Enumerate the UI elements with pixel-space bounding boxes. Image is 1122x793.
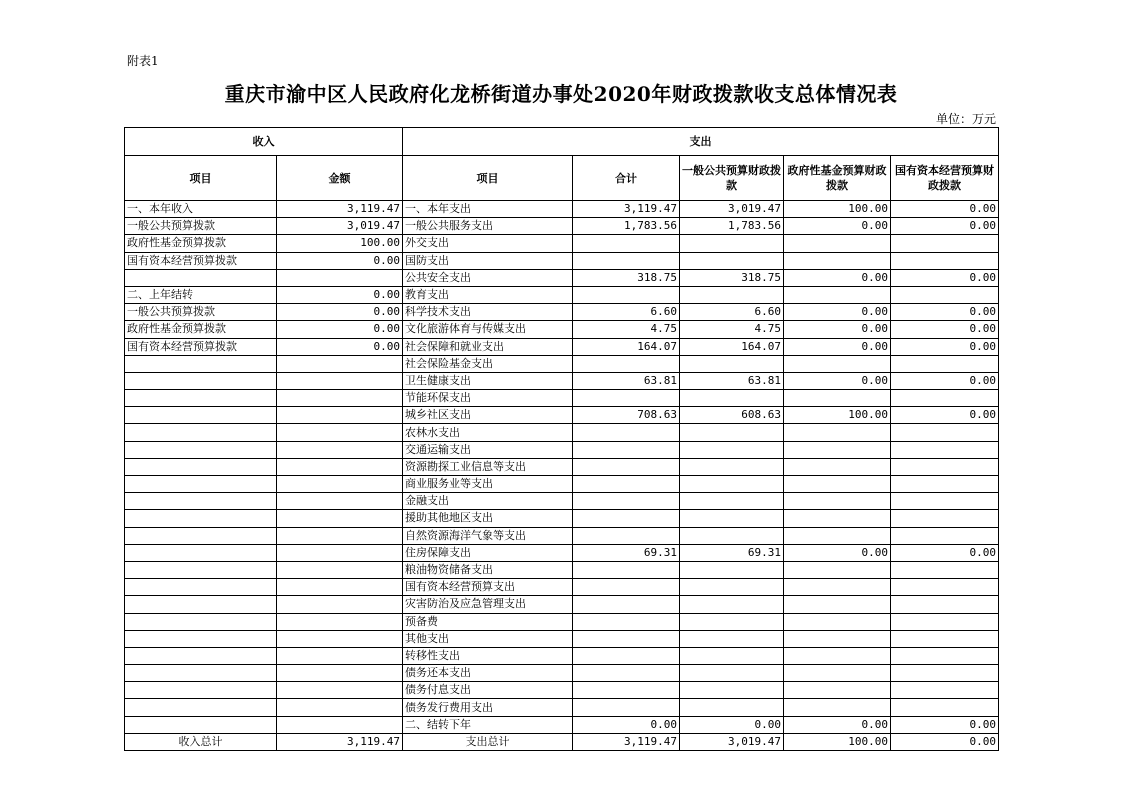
state-capital-cell xyxy=(891,527,999,544)
state-capital-cell xyxy=(891,647,999,664)
state-capital-cell: 0.00 xyxy=(891,201,999,218)
unit-label: 单位：万元 xyxy=(935,112,996,126)
total-cell xyxy=(573,647,680,664)
table-row xyxy=(125,716,999,733)
total-cell xyxy=(573,596,680,613)
income-item-cell xyxy=(125,390,277,407)
general-budget-cell: 0.00 xyxy=(680,716,784,733)
expense-item-cell: 一、本年支出 xyxy=(403,201,573,218)
income-amount-cell xyxy=(277,424,403,441)
general-budget-cell xyxy=(680,355,784,372)
state-capital-cell xyxy=(891,458,999,475)
table-row xyxy=(125,544,999,561)
income-amount-cell xyxy=(277,544,403,561)
income-item-cell: 一、本年收入 xyxy=(125,201,277,218)
general-budget-header: 一般公共预算财政拨款 xyxy=(680,156,784,201)
income-item-cell xyxy=(125,355,277,372)
table-row xyxy=(125,201,999,218)
income-item-cell xyxy=(125,372,277,389)
expense-item-cell: 商业服务业等支出 xyxy=(403,476,573,493)
expense-item-cell: 教育支出 xyxy=(403,286,573,303)
general-total-amount: 3,019.47 xyxy=(680,733,784,750)
table-row xyxy=(125,390,999,407)
state-capital-cell xyxy=(891,441,999,458)
expense-item-cell: 农林水支出 xyxy=(403,424,573,441)
total-cell xyxy=(573,682,680,699)
fund-budget-cell xyxy=(784,441,891,458)
income-item-cell: 国有资本经营预算拨款 xyxy=(125,338,277,355)
expense-item-cell: 自然资源海洋气象等支出 xyxy=(403,527,573,544)
total-cell xyxy=(573,665,680,682)
fund-budget-cell xyxy=(784,665,891,682)
total-cell xyxy=(573,424,680,441)
income-amount-cell xyxy=(277,665,403,682)
table-row xyxy=(125,338,999,355)
table-row xyxy=(125,699,999,716)
attachment-label: 附表1 xyxy=(127,54,159,68)
income-amount-cell xyxy=(277,510,403,527)
income-amount-cell: 0.00 xyxy=(277,321,403,338)
total-cell xyxy=(573,286,680,303)
income-item-cell xyxy=(125,716,277,733)
income-item-cell: 一般公共预算拨款 xyxy=(125,218,277,235)
expense-item-cell: 公共安全支出 xyxy=(403,269,573,286)
expense-item-cell: 交通运输支出 xyxy=(403,441,573,458)
expense-item-cell: 文化旅游体育与传媒支出 xyxy=(403,321,573,338)
total-cell xyxy=(573,510,680,527)
income-amount-cell xyxy=(277,493,403,510)
general-budget-cell: 4.75 xyxy=(680,321,784,338)
fund-budget-cell xyxy=(784,579,891,596)
income-amount-cell xyxy=(277,699,403,716)
fund-budget-cell xyxy=(784,561,891,578)
state-capital-cell: 0.00 xyxy=(891,321,999,338)
income-amount-cell xyxy=(277,441,403,458)
fund-budget-cell: 0.00 xyxy=(784,269,891,286)
state-capital-cell xyxy=(891,286,999,303)
income-amount-cell xyxy=(277,561,403,578)
fund-total-amount: 100.00 xyxy=(784,733,891,750)
fund-budget-cell xyxy=(784,510,891,527)
table-row xyxy=(125,304,999,321)
income-amount-cell: 0.00 xyxy=(277,304,403,321)
state-capital-cell: 0.00 xyxy=(891,407,999,424)
fund-budget-cell: 0.00 xyxy=(784,544,891,561)
general-budget-cell xyxy=(680,390,784,407)
general-budget-cell: 69.31 xyxy=(680,544,784,561)
state-capital-cell xyxy=(891,252,999,269)
table-row xyxy=(125,476,999,493)
total-cell: 708.63 xyxy=(573,407,680,424)
fund-budget-cell xyxy=(784,252,891,269)
total-cell xyxy=(573,441,680,458)
table-row xyxy=(125,252,999,269)
income-amount-cell: 100.00 xyxy=(277,235,403,252)
expense-item-cell: 债务发行费用支出 xyxy=(403,699,573,716)
general-budget-cell xyxy=(680,647,784,664)
state-capital-cell xyxy=(891,699,999,716)
income-item-cell xyxy=(125,424,277,441)
expense-item-cell: 城乡社区支出 xyxy=(403,407,573,424)
income-item-cell xyxy=(125,561,277,578)
general-budget-cell: 164.07 xyxy=(680,338,784,355)
fund-budget-cell xyxy=(784,613,891,630)
state-capital-cell xyxy=(891,424,999,441)
expense-item-cell: 国防支出 xyxy=(403,252,573,269)
income-amount-cell xyxy=(277,579,403,596)
income-item-cell: 政府性基金预算拨款 xyxy=(125,321,277,338)
table-row xyxy=(125,321,999,338)
income-item-cell xyxy=(125,493,277,510)
fund-budget-cell xyxy=(784,527,891,544)
fund-budget-cell xyxy=(784,286,891,303)
general-budget-cell xyxy=(680,424,784,441)
income-item-cell: 政府性基金预算拨款 xyxy=(125,235,277,252)
total-cell: 63.81 xyxy=(573,372,680,389)
general-budget-cell: 3,019.47 xyxy=(680,201,784,218)
expense-item-cell: 灾害防治及应急管理支出 xyxy=(403,596,573,613)
income-amount-cell: 0.00 xyxy=(277,286,403,303)
expense-item-cell: 转移性支出 xyxy=(403,647,573,664)
total-cell xyxy=(573,476,680,493)
fund-budget-cell: 0.00 xyxy=(784,218,891,235)
total-cell xyxy=(573,458,680,475)
expense-item-cell: 节能环保支出 xyxy=(403,390,573,407)
fund-budget-cell xyxy=(784,424,891,441)
income-item-header: 项目 xyxy=(125,156,277,201)
fund-budget-cell: 0.00 xyxy=(784,304,891,321)
total-cell: 6.60 xyxy=(573,304,680,321)
general-budget-cell xyxy=(680,561,784,578)
table-row xyxy=(125,613,999,630)
income-item-cell xyxy=(125,665,277,682)
income-amount-cell xyxy=(277,630,403,647)
income-item-cell xyxy=(125,596,277,613)
income-amount-cell xyxy=(277,527,403,544)
income-amount-cell xyxy=(277,355,403,372)
state-capital-cell xyxy=(891,493,999,510)
total-cell: 164.07 xyxy=(573,338,680,355)
state-capital-cell xyxy=(891,390,999,407)
fund-budget-cell: 100.00 xyxy=(784,407,891,424)
fund-budget-cell xyxy=(784,699,891,716)
income-header: 收入 xyxy=(125,128,403,156)
fund-budget-cell: 0.00 xyxy=(784,321,891,338)
state-capital-cell xyxy=(891,355,999,372)
expense-item-cell: 二、结转下年 xyxy=(403,716,573,733)
table-row xyxy=(125,235,999,252)
income-amount-cell xyxy=(277,269,403,286)
income-item-cell xyxy=(125,510,277,527)
state-capital-cell xyxy=(891,561,999,578)
table-row xyxy=(125,579,999,596)
fund-budget-cell xyxy=(784,476,891,493)
state-capital-cell: 0.00 xyxy=(891,544,999,561)
income-amount-cell xyxy=(277,682,403,699)
income-item-cell: 国有资本经营预算拨款 xyxy=(125,252,277,269)
state-capital-cell: 0.00 xyxy=(891,269,999,286)
total-cell: 3,119.47 xyxy=(573,201,680,218)
fund-budget-cell xyxy=(784,493,891,510)
income-item-cell xyxy=(125,269,277,286)
total-cell xyxy=(573,493,680,510)
income-amount-header: 金额 xyxy=(277,156,403,201)
expense-item-cell: 援助其他地区支出 xyxy=(403,510,573,527)
total-cell: 69.31 xyxy=(573,544,680,561)
fund-budget-cell xyxy=(784,235,891,252)
income-total-label: 收入总计 xyxy=(125,733,277,750)
header-row-1 xyxy=(125,128,999,156)
general-budget-cell xyxy=(680,493,784,510)
table-row xyxy=(125,372,999,389)
total-cell xyxy=(573,630,680,647)
fund-budget-header: 政府性基金预算财政拨款 xyxy=(784,156,891,201)
income-amount-cell xyxy=(277,596,403,613)
state-capital-cell xyxy=(891,235,999,252)
general-budget-cell xyxy=(680,476,784,493)
general-budget-cell xyxy=(680,235,784,252)
fund-budget-cell xyxy=(784,458,891,475)
income-item-cell xyxy=(125,699,277,716)
state-capital-cell xyxy=(891,476,999,493)
state-capital-cell: 0.00 xyxy=(891,304,999,321)
totals-row xyxy=(125,733,999,750)
income-item-cell xyxy=(125,407,277,424)
general-budget-cell xyxy=(680,699,784,716)
general-budget-cell xyxy=(680,682,784,699)
general-budget-cell xyxy=(680,596,784,613)
table-row xyxy=(125,493,999,510)
income-item-cell xyxy=(125,647,277,664)
table-row xyxy=(125,510,999,527)
table-row xyxy=(125,441,999,458)
income-amount-cell xyxy=(277,390,403,407)
general-budget-cell xyxy=(680,510,784,527)
total-cell: 1,783.56 xyxy=(573,218,680,235)
expense-item-cell: 社会保障和就业支出 xyxy=(403,338,573,355)
expense-item-cell: 资源勘探工业信息等支出 xyxy=(403,458,573,475)
total-cell xyxy=(573,561,680,578)
table-row xyxy=(125,596,999,613)
expense-item-cell: 一般公共服务支出 xyxy=(403,218,573,235)
total-cell xyxy=(573,527,680,544)
income-amount-cell xyxy=(277,458,403,475)
table-row xyxy=(125,407,999,424)
total-cell xyxy=(573,235,680,252)
state-capital-cell: 0.00 xyxy=(891,338,999,355)
expense-item-cell: 债务付息支出 xyxy=(403,682,573,699)
fund-budget-cell: 0.00 xyxy=(784,372,891,389)
fund-budget-cell xyxy=(784,630,891,647)
table-row xyxy=(125,286,999,303)
state-capital-cell xyxy=(891,510,999,527)
expense-item-cell: 社会保险基金支出 xyxy=(403,355,573,372)
income-item-cell: 二、上年结转 xyxy=(125,286,277,303)
income-amount-cell xyxy=(277,647,403,664)
income-item-cell xyxy=(125,544,277,561)
general-budget-cell xyxy=(680,286,784,303)
state-capital-cell: 0.00 xyxy=(891,716,999,733)
total-cell xyxy=(573,390,680,407)
state-total-amount: 0.00 xyxy=(891,733,999,750)
income-item-cell xyxy=(125,441,277,458)
expense-header: 支出 xyxy=(403,128,999,156)
income-amount-cell xyxy=(277,716,403,733)
income-item-cell xyxy=(125,579,277,596)
expense-total-amount: 3,119.47 xyxy=(573,733,680,750)
total-cell xyxy=(573,252,680,269)
income-item-cell xyxy=(125,476,277,493)
fund-budget-cell: 100.00 xyxy=(784,201,891,218)
budget-table xyxy=(124,127,999,751)
general-budget-cell xyxy=(680,665,784,682)
fund-budget-cell xyxy=(784,647,891,664)
total-cell xyxy=(573,613,680,630)
expense-item-cell: 粮油物资储备支出 xyxy=(403,561,573,578)
table-row xyxy=(125,682,999,699)
total-cell xyxy=(573,355,680,372)
income-item-cell xyxy=(125,682,277,699)
table-row xyxy=(125,647,999,664)
table-row xyxy=(125,630,999,647)
table-row xyxy=(125,458,999,475)
general-budget-cell xyxy=(680,252,784,269)
income-total-amount: 3,119.47 xyxy=(277,733,403,750)
general-budget-cell xyxy=(680,613,784,630)
expense-item-header: 项目 xyxy=(403,156,573,201)
table-row xyxy=(125,665,999,682)
fund-budget-cell: 0.00 xyxy=(784,716,891,733)
expense-item-cell: 债务还本支出 xyxy=(403,665,573,682)
expense-item-cell: 国有资本经营预算支出 xyxy=(403,579,573,596)
table-row xyxy=(125,561,999,578)
general-budget-cell xyxy=(680,579,784,596)
expense-item-cell: 卫生健康支出 xyxy=(403,372,573,389)
total-cell xyxy=(573,699,680,716)
general-budget-cell xyxy=(680,441,784,458)
fund-budget-cell xyxy=(784,355,891,372)
income-amount-cell xyxy=(277,476,403,493)
state-capital-cell xyxy=(891,665,999,682)
income-amount-cell: 3,119.47 xyxy=(277,201,403,218)
fund-budget-cell xyxy=(784,682,891,699)
state-capital-header: 国有资本经营预算财政拨款 xyxy=(891,156,999,201)
expense-item-cell: 住房保障支出 xyxy=(403,544,573,561)
expense-item-cell: 预备费 xyxy=(403,613,573,630)
income-amount-cell: 3,019.47 xyxy=(277,218,403,235)
expense-item-cell: 科学技术支出 xyxy=(403,304,573,321)
page-title: 重庆市渝中区人民政府化龙桥街道办事处2020年财政拨款收支总体情况表 xyxy=(224,82,898,106)
general-budget-cell xyxy=(680,630,784,647)
table-row xyxy=(125,218,999,235)
state-capital-cell xyxy=(891,613,999,630)
total-cell: 318.75 xyxy=(573,269,680,286)
income-item-cell xyxy=(125,613,277,630)
state-capital-cell: 0.00 xyxy=(891,218,999,235)
total-cell: 4.75 xyxy=(573,321,680,338)
expense-total-label: 支出总计 xyxy=(403,733,573,750)
total-header: 合计 xyxy=(573,156,680,201)
expense-item-cell: 其他支出 xyxy=(403,630,573,647)
income-item-cell xyxy=(125,458,277,475)
expense-item-cell: 外交支出 xyxy=(403,235,573,252)
general-budget-cell xyxy=(680,458,784,475)
total-cell xyxy=(573,579,680,596)
general-budget-cell: 63.81 xyxy=(680,372,784,389)
income-amount-cell xyxy=(277,613,403,630)
income-item-cell: 一般公共预算拨款 xyxy=(125,304,277,321)
header-row-2 xyxy=(125,156,999,201)
table-row xyxy=(125,527,999,544)
state-capital-cell xyxy=(891,579,999,596)
expense-item-cell: 金融支出 xyxy=(403,493,573,510)
state-capital-cell xyxy=(891,596,999,613)
table-row xyxy=(125,269,999,286)
income-amount-cell xyxy=(277,372,403,389)
fund-budget-cell: 0.00 xyxy=(784,338,891,355)
fund-budget-cell xyxy=(784,596,891,613)
general-budget-cell xyxy=(680,527,784,544)
state-capital-cell xyxy=(891,682,999,699)
income-item-cell xyxy=(125,527,277,544)
table-row xyxy=(125,355,999,372)
general-budget-cell: 608.63 xyxy=(680,407,784,424)
state-capital-cell xyxy=(891,630,999,647)
fund-budget-cell xyxy=(784,390,891,407)
income-amount-cell: 0.00 xyxy=(277,338,403,355)
total-cell: 0.00 xyxy=(573,716,680,733)
general-budget-cell: 318.75 xyxy=(680,269,784,286)
general-budget-cell: 1,783.56 xyxy=(680,218,784,235)
income-amount-cell xyxy=(277,407,403,424)
income-amount-cell: 0.00 xyxy=(277,252,403,269)
table-row xyxy=(125,424,999,441)
income-item-cell xyxy=(125,630,277,647)
state-capital-cell: 0.00 xyxy=(891,372,999,389)
general-budget-cell: 6.60 xyxy=(680,304,784,321)
